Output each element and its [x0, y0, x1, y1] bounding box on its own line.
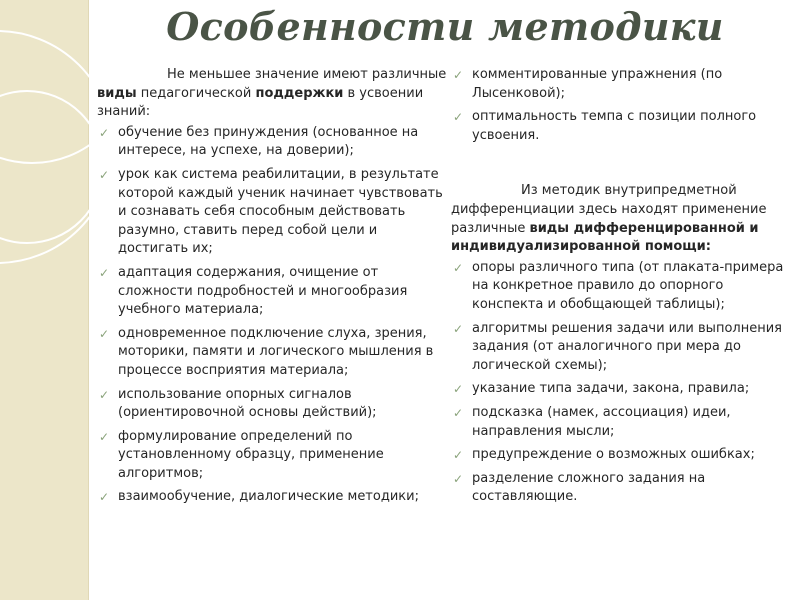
checkmark-icon: ✓	[453, 382, 464, 397]
list-item-text: обучение без принуждения (основанное на интересе, на успехе, на доверии);	[118, 124, 419, 159]
list-item-text: урок как система реабилитации, в результате которой каждый ученик начинает чувствовать и сознавать себя способным действовать разумно, ставить перед собой цели и достигать их;	[118, 166, 443, 257]
checkmark-icon: ✓	[99, 167, 110, 182]
checkmark-icon: ✓	[453, 110, 464, 125]
list-item-text: оптимальность темпа с позиции полного усвоения.	[472, 109, 757, 143]
checkmark-icon: ✓	[99, 490, 110, 505]
list-item-text: формулирование определений по установленному образцу, применение алгоритмов;	[118, 428, 384, 481]
right-list-bottom	[451, 259, 796, 507]
intro-text: в усвоении знаний:	[97, 85, 424, 120]
list-item-text: одновременное подключение слуха, зрения, моторики, памяти и логического мышления в процессе восприятия материала;	[118, 325, 434, 378]
list-item	[97, 325, 447, 381]
right-column	[451, 66, 796, 507]
checkmark-icon: ✓	[99, 265, 110, 280]
list-item	[97, 428, 447, 484]
right-intro	[451, 182, 796, 256]
list-item	[451, 259, 796, 315]
list-item	[97, 386, 447, 423]
list-item	[451, 404, 796, 441]
intro-text: Из методик внутрипредметной дифференциации здесь находят применение различные	[451, 183, 767, 236]
list-item	[451, 108, 796, 145]
checkmark-icon: ✓	[453, 405, 464, 420]
checkmark-icon: ✓	[453, 448, 464, 463]
list-item	[451, 320, 796, 376]
list-item-text: взаимообучение, диалогические методики;	[118, 489, 419, 505]
checkmark-icon: ✓	[99, 125, 110, 140]
list-item-text: указание типа задачи, закона, правила;	[472, 381, 750, 397]
list-item	[451, 66, 796, 103]
intro-bold: виды дифференцированной и индивидуализированной помощи:	[451, 220, 759, 255]
slide-title: Особенности методики	[166, 4, 724, 49]
right-list-top	[451, 66, 796, 145]
checkmark-icon: ✓	[453, 260, 464, 275]
list-item-text: опоры различного типа (от плаката-примера на конкретное правило до опорного конспекта и обобщающей таблицы);	[472, 259, 784, 312]
checkmark-icon: ✓	[99, 429, 110, 444]
left-list	[97, 124, 447, 507]
intro-bold: виды	[97, 85, 137, 101]
list-item	[97, 264, 447, 320]
intro-text: Не меньшее значение имеют различные	[167, 67, 447, 82]
checkmark-icon: ✓	[453, 68, 464, 82]
left-intro	[97, 66, 447, 122]
intro-bold: поддержки	[255, 85, 344, 101]
list-item	[97, 166, 447, 259]
list-item-text: комментированные упражнения (по Лысенковой);	[472, 67, 723, 101]
list-item-text: использование опорных сигналов (ориентировочной основы действий);	[118, 386, 377, 421]
left-column	[97, 66, 447, 507]
list-item	[451, 470, 796, 507]
checkmark-icon: ✓	[453, 471, 464, 486]
list-item	[97, 488, 447, 507]
list-item-text: алгоритмы решения задачи или выполнения задания (от аналогичного при мера до логической схемы);	[472, 320, 782, 373]
list-item-text: подсказка (намек, ассоциация) идеи, направления мысли;	[472, 404, 731, 439]
intro-text: педагогической	[136, 85, 256, 101]
checkmark-icon: ✓	[99, 387, 110, 402]
list-item	[451, 380, 796, 399]
list-item-text: разделение сложного задания на составляющие.	[472, 470, 706, 505]
checkmark-icon: ✓	[99, 326, 110, 341]
list-item	[451, 446, 796, 465]
list-item	[97, 124, 447, 161]
decorative-strip	[0, 0, 89, 600]
list-item-text: предупреждение о возможных ошибках;	[472, 447, 755, 463]
checkmark-icon: ✓	[453, 321, 464, 336]
list-item-text: адаптация содержания, очищение от сложности подробностей и многообразия учебного материала;	[118, 264, 408, 318]
